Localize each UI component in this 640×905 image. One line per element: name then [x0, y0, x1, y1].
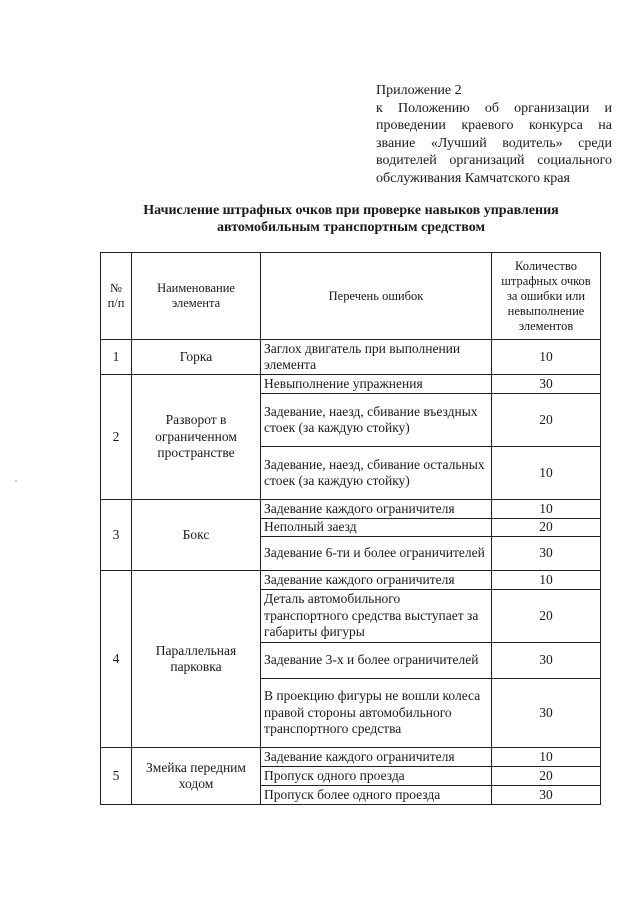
error-text: Невыполнение упражнения: [261, 375, 492, 394]
points-value: 10: [492, 340, 601, 375]
points-value: 20: [492, 519, 601, 537]
points-value: 20: [492, 590, 601, 643]
row-num: 2: [101, 375, 132, 500]
element-name: Бокс: [132, 500, 261, 571]
table-row: [101, 375, 601, 394]
error-text: Задевание, наезд, сбивание въездных стоек (за каждую стойку): [261, 394, 492, 447]
header-element: Наименование элемента: [132, 253, 261, 340]
table-row: [101, 748, 601, 767]
element-name: Змейка передним ходом: [132, 748, 261, 805]
error-text: В проекцию фигуры не вошли колеса правой стороны автомобильного транспортного средства: [261, 679, 492, 748]
error-text: Неполный заезд: [261, 519, 492, 537]
error-text: Задевание, наезд, сбивание остальных стоек (за каждую стойку): [261, 447, 492, 500]
error-text: Пропуск одного проезда: [261, 767, 492, 786]
error-text: Задевание 3-х и более ограничителей: [261, 643, 492, 679]
error-text: Деталь автомобильного транспортного средства выступает за габариты фигуры: [261, 590, 492, 643]
heading-line-2: автомобильным транспортным средством: [217, 220, 485, 235]
fines-table: [100, 252, 601, 805]
error-text: Пропуск более одного проезда: [261, 786, 492, 805]
header-points: Количество штрафных очков за ошибки или невыполнение элементов: [492, 253, 601, 340]
points-value: 30: [492, 679, 601, 748]
points-value: 20: [492, 394, 601, 447]
points-value: 30: [492, 643, 601, 679]
element-name: Параллельная парковка: [132, 571, 261, 748]
document-heading: [96, 202, 606, 236]
error-text: Задевание каждого ограничителя: [261, 500, 492, 519]
error-text: Задевание каждого ограничителя: [261, 748, 492, 767]
points-value: 10: [492, 447, 601, 500]
header-num: № п/п: [101, 253, 132, 340]
heading-line-1: Начисление штрафных очков при проверке навыков управления: [143, 203, 559, 218]
table-header-row: [101, 253, 601, 340]
points-value: 30: [492, 375, 601, 394]
table-row: [101, 500, 601, 519]
error-text: Задевание 6-ти и более ограничителей: [261, 537, 492, 571]
appendix-title: Приложение 2: [376, 83, 462, 98]
error-text: Задевание каждого ограничителя: [261, 571, 492, 590]
row-num: 1: [101, 340, 132, 375]
element-name: Горка: [132, 340, 261, 375]
header-errors: Перечень ошибок: [261, 253, 492, 340]
points-value: 10: [492, 748, 601, 767]
error-text: Заглох двигатель при выполнении элемента: [261, 340, 492, 375]
table-row: [101, 340, 601, 375]
points-value: 30: [492, 786, 601, 805]
appendix-text: к Положению об организации и проведении краевого конкурса на звание «Лучший водитель» среди водителей организаций социального обслуживания Камчатского края: [376, 100, 612, 186]
element-name: Разворот в ограниченном пространстве: [132, 375, 261, 500]
row-num: 5: [101, 748, 132, 805]
table-row: [101, 571, 601, 590]
row-num: 4: [101, 571, 132, 748]
appendix-block: [376, 82, 612, 187]
points-value: 20: [492, 767, 601, 786]
points-value: 30: [492, 537, 601, 571]
scan-dot: [15, 480, 17, 482]
points-value: 10: [492, 500, 601, 519]
points-value: 10: [492, 571, 601, 590]
row-num: 3: [101, 500, 132, 571]
